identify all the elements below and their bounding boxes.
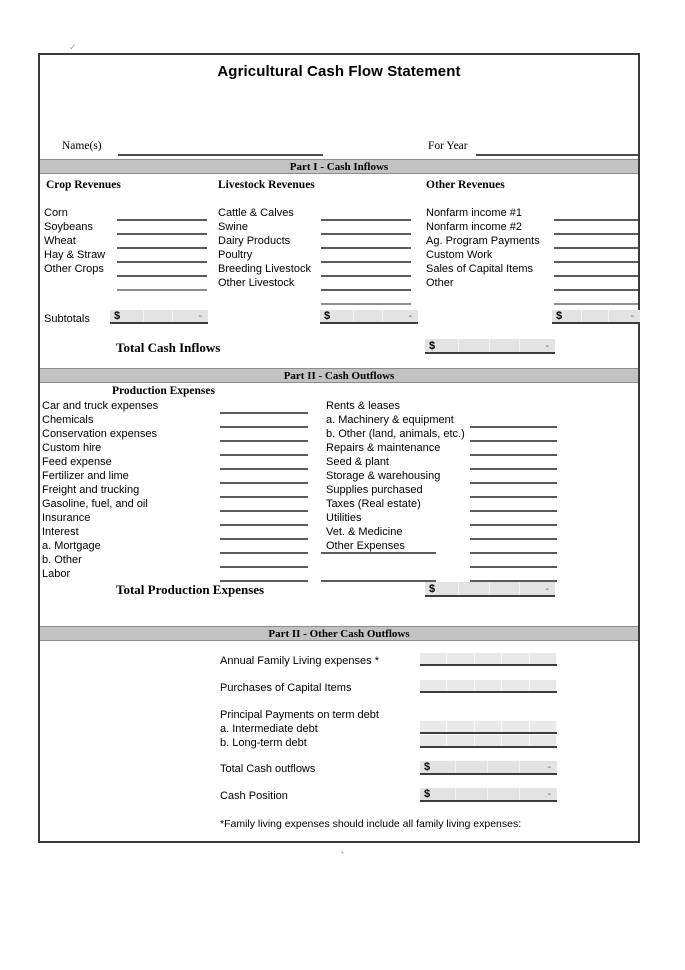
expense-item-label: Car and truck expenses <box>42 400 159 412</box>
expense-item-label: Other Expenses <box>326 540 405 552</box>
other-revenue-item-label: Nonfarm income #1 <box>426 207 522 219</box>
subtotal-value: - <box>198 310 203 322</box>
expense-item-label: Repairs & maintenance <box>326 442 441 454</box>
livestock-value-rule[interactable] <box>321 261 411 263</box>
crop-subtotal-box[interactable] <box>110 310 208 324</box>
expense-value-rule[interactable] <box>220 552 308 554</box>
expense-value-rule[interactable] <box>220 538 308 540</box>
long-term-debt-box[interactable] <box>420 735 557 748</box>
subtotal-value: - <box>630 310 634 322</box>
page-title: Agricultural Cash Flow Statement <box>217 63 461 80</box>
subtotal-spacer-cell <box>354 310 384 322</box>
amount-cell <box>420 680 447 691</box>
expense-value-rule[interactable] <box>470 482 557 484</box>
expense-value-rule[interactable] <box>220 426 308 428</box>
amount-cell <box>530 735 557 746</box>
currency-symbol: $ <box>110 310 144 322</box>
names-label: Name(s) <box>62 140 102 152</box>
expense-value-rule[interactable] <box>220 468 308 470</box>
currency-symbol: $ <box>420 761 456 773</box>
total-cash-outflows-box[interactable] <box>420 761 557 775</box>
crop-value-rule[interactable] <box>117 275 207 277</box>
expense-item-label: b. Other <box>42 554 82 566</box>
other-revenue-value-rule[interactable] <box>554 289 638 291</box>
amount-cell <box>530 680 557 691</box>
livestock-item-label: Dairy Products <box>218 235 291 247</box>
total-spacer-cell <box>490 582 520 595</box>
principal-payments-label: Principal Payments on term debt <box>220 709 379 721</box>
livestock-item-label: Swine <box>218 221 248 233</box>
livestock-item-label: Other Livestock <box>218 277 295 289</box>
expense-item-label: Gasoline, fuel, and oil <box>42 498 148 510</box>
total-spacer-cell <box>456 761 488 773</box>
other-revenue-subtotal-box[interactable] <box>552 310 640 324</box>
expense-value-rule[interactable] <box>470 552 557 554</box>
amount-cell <box>447 653 474 664</box>
crop-item-label: Wheat <box>44 235 76 247</box>
purchases-capital-items-label: Purchases of Capital Items <box>220 682 352 694</box>
total-spacer-cell <box>459 582 489 595</box>
expense-item-label: Taxes (Real estate) <box>326 498 421 510</box>
expense-value-rule[interactable] <box>220 496 308 498</box>
subtotals-label: Subtotals <box>44 313 90 325</box>
expense-value-rule[interactable] <box>470 566 557 568</box>
total-value: - <box>547 761 551 773</box>
expense-item-label: Storage & warehousing <box>326 470 441 482</box>
amount-cell <box>420 735 447 746</box>
subtotal-spacer-cell <box>582 310 608 322</box>
expense-item-label: b. Other (land, animals, etc.) <box>326 428 465 440</box>
amount-cell <box>420 721 447 732</box>
amount-cell <box>502 735 529 746</box>
family-expenses-footnote: *Family living expenses should include all family living expenses: <box>220 818 522 830</box>
other-revenue-value-rule[interactable] <box>554 261 638 263</box>
livestock-item-label: Breeding Livestock <box>218 263 311 275</box>
total-production-expenses-label: Total Production Expenses <box>116 582 265 597</box>
annual-family-living-box[interactable] <box>420 653 557 666</box>
crop-value-rule[interactable] <box>117 247 207 249</box>
expense-item-label: a. Machinery & equipment <box>326 414 454 426</box>
annual-family-living-label: Annual Family Living expenses * <box>220 655 379 667</box>
crop-value-rule[interactable] <box>117 289 207 291</box>
total-cash-outflows-label: Total Cash outflows <box>220 763 316 775</box>
currency-symbol: $ <box>420 788 456 800</box>
total-spacer-cell <box>488 761 520 773</box>
expense-value-rule[interactable] <box>220 566 308 568</box>
currency-symbol: $ <box>425 582 459 595</box>
form-page <box>38 53 640 843</box>
part1-section-bar: Part I - Cash Inflows <box>40 159 638 174</box>
expense-item-label: Fertilizer and lime <box>42 470 129 482</box>
other-revenue-item-label: Sales of Capital Items <box>426 263 533 275</box>
crop-item-label: Other Crops <box>44 263 104 275</box>
livestock-subtotal-box[interactable] <box>320 310 418 324</box>
expense-item-label: Insurance <box>42 512 91 524</box>
livestock-value-rule[interactable] <box>321 303 411 305</box>
cash-position-label: Cash Position <box>220 790 288 802</box>
total-spacer-cell <box>490 339 520 352</box>
amount-cell <box>502 680 529 691</box>
expense-value-rule[interactable] <box>220 524 308 526</box>
crop-value-rule[interactable] <box>117 219 207 221</box>
crop-item-label: Soybeans <box>44 221 93 233</box>
amount-cell <box>447 721 474 732</box>
amount-cell <box>420 653 447 664</box>
amount-cell <box>530 653 557 664</box>
expense-value-rule[interactable] <box>470 510 557 512</box>
total-production-expenses-box[interactable] <box>425 582 555 597</box>
livestock-value-rule[interactable] <box>321 219 411 221</box>
production-expenses-heading: Production Expenses <box>112 385 215 397</box>
total-value: - <box>545 339 549 352</box>
crop-value-rule[interactable] <box>117 261 207 263</box>
expense-item-label: Chemicals <box>42 414 94 426</box>
cash-position-box[interactable] <box>420 788 557 802</box>
crop-item-label: Corn <box>44 207 68 219</box>
amount-cell <box>502 721 529 732</box>
total-value: - <box>547 788 551 800</box>
other-revenue-value-rule[interactable] <box>554 247 638 249</box>
for-year-label: For Year <box>428 140 468 152</box>
amount-cell <box>475 721 502 732</box>
expense-value-rule[interactable] <box>220 510 308 512</box>
livestock-item-label: Cattle & Calves <box>218 207 294 219</box>
livestock-value-rule[interactable] <box>321 289 411 291</box>
expense-item-label: a. Mortgage <box>42 540 101 552</box>
other-revenue-item-label: Nonfarm income #2 <box>426 221 522 233</box>
expense-item-label: Vet. & Medicine <box>326 526 403 538</box>
amount-cell <box>475 680 502 691</box>
for-year-input-rule[interactable] <box>476 154 638 156</box>
page-bottom-artifact: ▪ <box>341 848 344 857</box>
expense-value-rule[interactable] <box>470 454 557 456</box>
intermediate-debt-label: a. Intermediate debt <box>220 723 318 735</box>
other-revenue-value-rule[interactable] <box>554 275 638 277</box>
crop-value-rule[interactable] <box>117 233 207 235</box>
total-value: - <box>545 582 549 595</box>
other-revenue-item-label: Custom Work <box>426 249 493 261</box>
expense-item-label: Custom hire <box>42 442 102 454</box>
amount-cell <box>447 735 474 746</box>
expense-value-rule[interactable] <box>470 426 557 428</box>
other-revenue-item-label: Other <box>426 277 454 289</box>
expense-item-label: Feed expense <box>42 456 112 468</box>
names-input-rule[interactable] <box>118 154 323 156</box>
currency-symbol: $ <box>425 339 459 352</box>
expense-value-rule[interactable] <box>220 454 308 456</box>
expense-value-rule[interactable] <box>220 440 308 442</box>
other-revenue-value-rule[interactable] <box>554 233 638 235</box>
total-spacer-cell <box>459 339 489 352</box>
expense-item-label: Supplies purchased <box>326 484 423 496</box>
expense-value-rule[interactable] <box>470 468 557 470</box>
subtotal-spacer-cell <box>144 310 174 322</box>
expense-item-label: Rents & leases <box>326 400 400 412</box>
livestock-revenues-heading: Livestock Revenues <box>218 179 315 191</box>
amount-cell <box>475 735 502 746</box>
expense-item-label: Conservation expenses <box>42 428 157 440</box>
total-spacer-cell <box>488 788 520 800</box>
expense-item-label: Interest <box>42 526 79 538</box>
other-revenue-value-rule[interactable] <box>554 303 638 305</box>
total-cash-inflows-box[interactable] <box>425 339 555 354</box>
expense-item-label: Utilities <box>326 512 362 524</box>
part2-section-bar: Part II - Cash Outflows <box>40 368 638 383</box>
amount-cell <box>502 653 529 664</box>
other-revenue-value-rule[interactable] <box>554 219 638 221</box>
expense-value-rule[interactable] <box>220 482 308 484</box>
crop-item-label: Hay & Straw <box>44 249 106 261</box>
amount-cell <box>447 680 474 691</box>
long-term-debt-label: b. Long-term debt <box>220 737 307 749</box>
other-revenues-heading: Other Revenues <box>426 179 505 191</box>
currency-symbol: $ <box>320 310 354 322</box>
expense-item-label: Freight and trucking <box>42 484 140 496</box>
intermediate-debt-box[interactable] <box>420 721 557 734</box>
subtotal-value: - <box>408 310 413 322</box>
part3-section-bar: Part II - Other Cash Outflows <box>40 626 638 641</box>
total-spacer-cell <box>456 788 488 800</box>
livestock-item-label: Poultry <box>218 249 253 261</box>
scan-artifact: ✓ <box>69 42 77 52</box>
other-revenue-item-label: Ag. Program Payments <box>426 235 540 247</box>
amount-cell <box>530 721 557 732</box>
currency-symbol: $ <box>552 310 582 322</box>
expense-value-rule[interactable] <box>470 440 557 442</box>
expense-item-label: Seed & plant <box>326 456 389 468</box>
expense-value-rule[interactable] <box>220 412 308 414</box>
livestock-value-rule[interactable] <box>321 233 411 235</box>
expense-item-label: Labor <box>42 568 71 580</box>
amount-cell <box>475 653 502 664</box>
expense-extra-rule[interactable] <box>321 580 436 582</box>
livestock-value-rule[interactable] <box>321 247 411 249</box>
livestock-value-rule[interactable] <box>321 275 411 277</box>
expense-extra-rule[interactable] <box>321 552 436 554</box>
purchases-capital-items-box[interactable] <box>420 680 557 693</box>
total-cash-inflows-label: Total Cash Inflows <box>116 340 221 355</box>
crop-revenues-heading: Crop Revenues <box>46 179 121 191</box>
expense-value-rule[interactable] <box>470 524 557 526</box>
expense-value-rule[interactable] <box>470 538 557 540</box>
expense-value-rule[interactable] <box>470 496 557 498</box>
